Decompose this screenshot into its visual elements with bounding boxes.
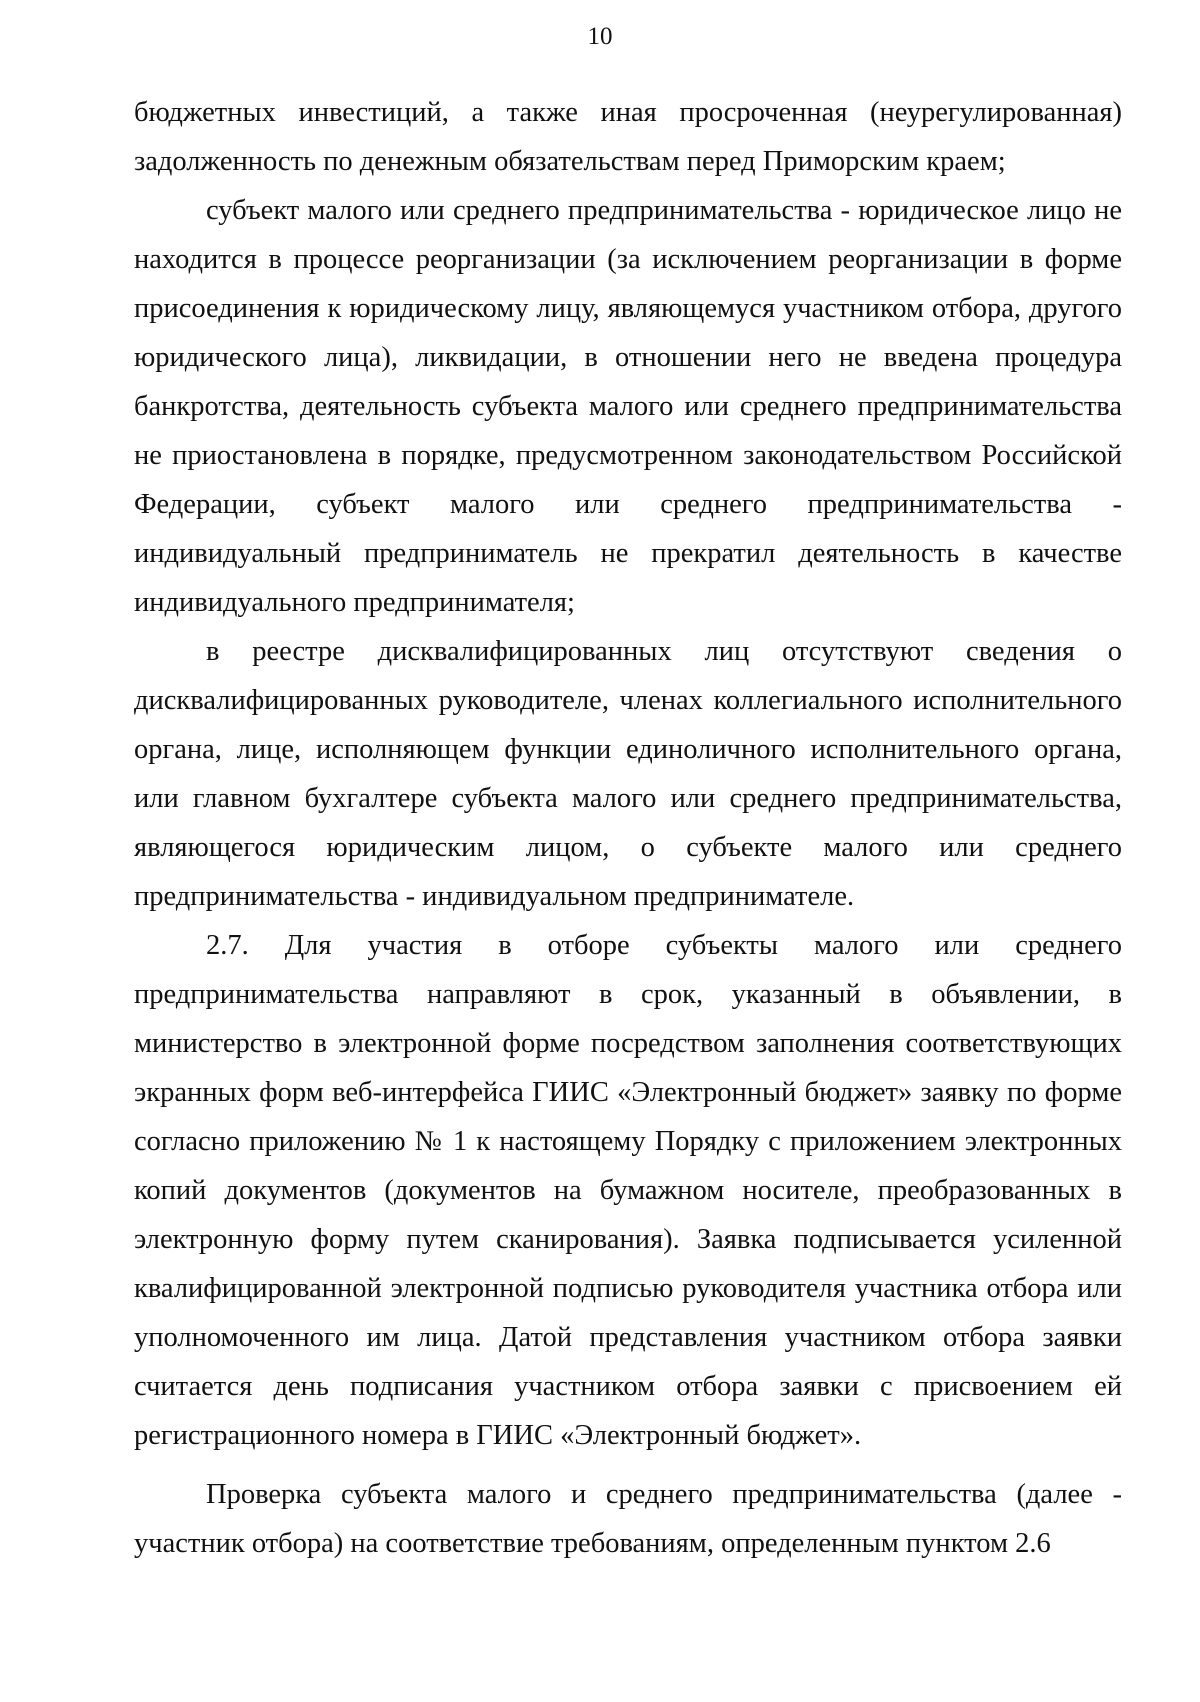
paragraph-section-2-7: 2.7. Для участия в отборе субъекты малого или среднего предпринимательства направляют в срок, указанный в объявлении, в министерство в электронной форме посредством заполнения соответствующих экранных форм веб-интерфейса ГИИС «Электронный бюджет» заявку по форме согласно приложению № 1 к настоящему Порядку с приложением электронных копий документов (документов на бумажном носителе, преобразованных в электронную форму путем сканирования). Заявка подписывается усиленной квалифицированной электронной подписью руководителя участника отбора или уполномоченного им лица. Датой представления участником отбора заявки считается день подписания участником отбора заявки с присвоением ей регистрационного номера в ГИИС «Электронный бюджет». [134,930,1122,1451]
paragraph-budget-investments: бюджетных инвестиций, а также иная просроченная (неурегулированная) задолженность по денежным обязательствам перед Приморским краем; [134,97,1122,177]
paragraph-legal-entity-status: субъект малого или среднего предпринимательства - юридическое лицо не находится в процессе реорганизации (за исключением реорганизации в форме присоединения к юридическому лицу, являющемуся участником отбора, другого юридического лица), ликвидации, в отношении него не введена процедура банкротства, деятельность субъекта малого или среднего предпринимательства не приостановлена в порядке, предусмотренном законодательством Российской Федерации, субъект малого или среднего предпринимательства - индивидуальный предприниматель не прекратил деятельность в качестве индивидуального предпринимателя; [134,195,1122,618]
paragraph-disqualified-persons: в реестре дисквалифицированных лиц отсутствуют сведения о дисквалифицированных руководителе, членах коллегиального исполнительного органа, лице, исполняющем функции единоличного исполнительного органа, или главном бухгалтере субъекта малого или среднего предпринимательства, являющегося юридическим лицом, о субъекте малого или среднего предпринимательства - индивидуальном предпринимателе. [134,636,1122,912]
paragraph-participant-check: Проверка субъекта малого и среднего предпринимательства (далее - участник отбора) на соответствие требованиям, определенным пунктом 2.6 [134,1479,1122,1559]
document-body [134,88,1122,1568]
page-number: 10 [587,23,613,50]
